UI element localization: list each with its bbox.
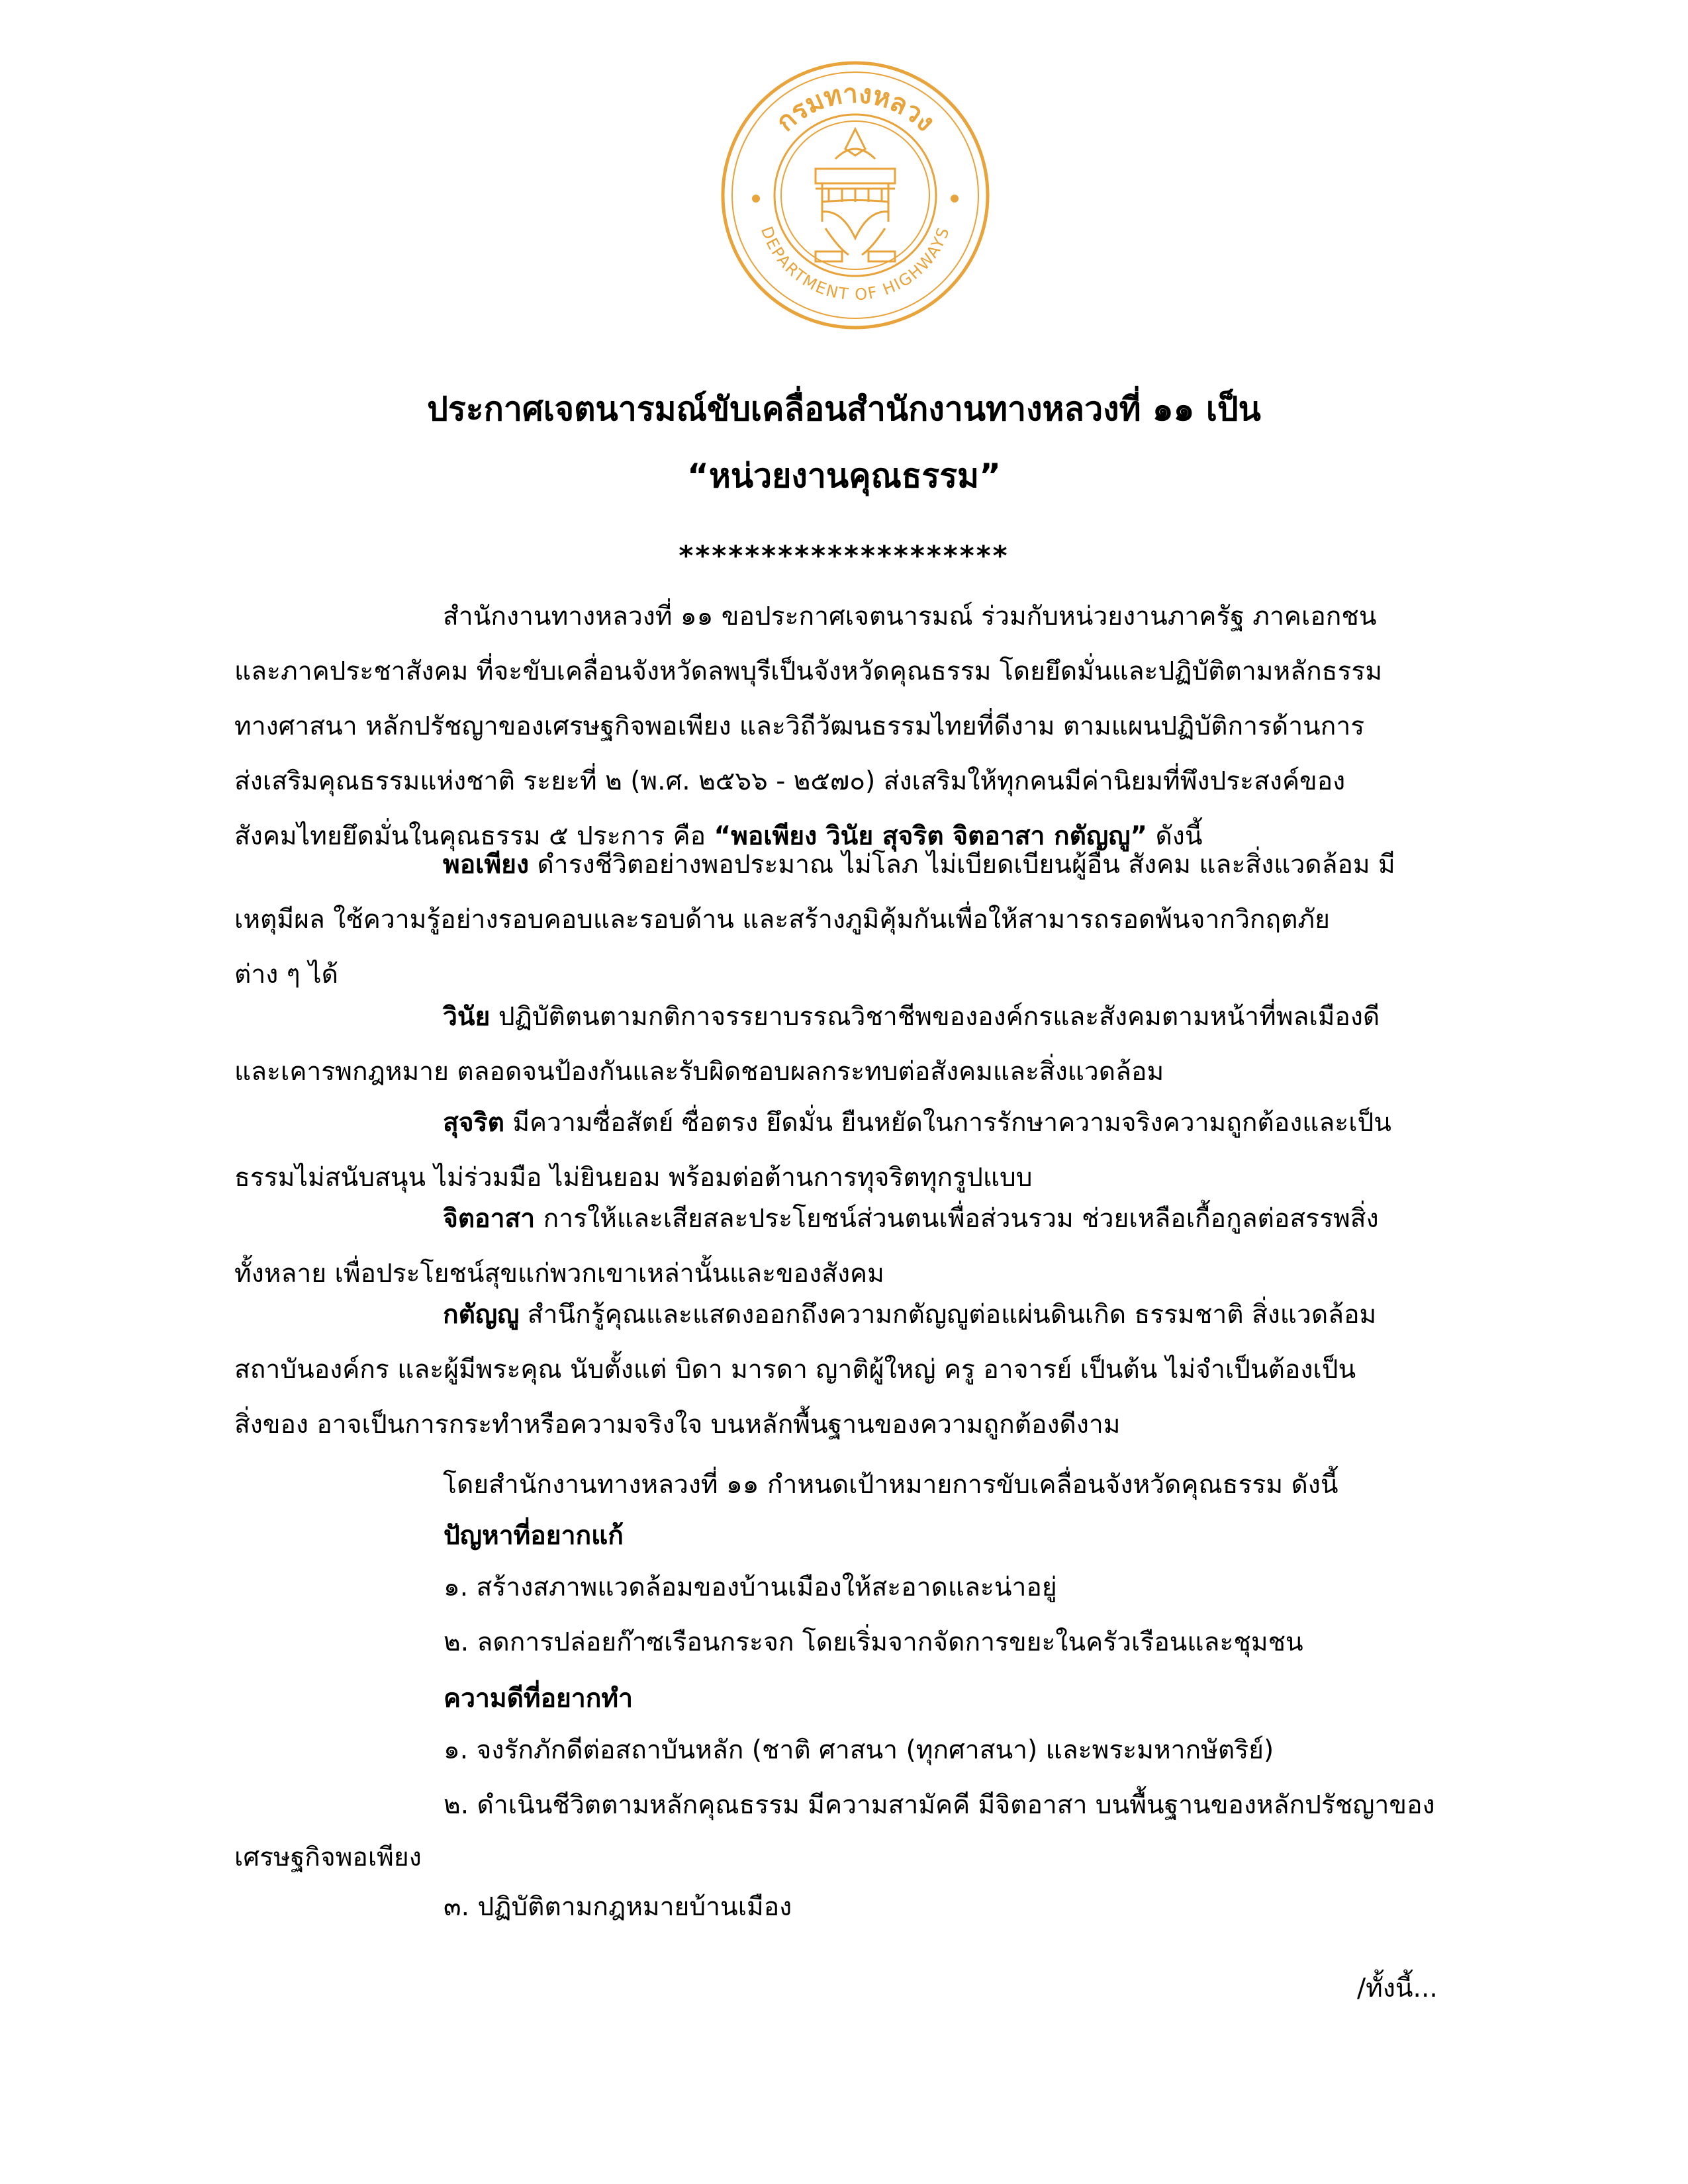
virtue-line: สถาบันองค์กร และผู้มีพระคุณ นับตั้งแต่ บิดา มารดา ญาติผู้ใหญ่ ครู อาจารย์ เป็นต้น ไม่จำเป็นต้องเป็น (234, 1355, 1356, 1385)
virtue-line: และเคารพกฎหมาย ตลอดจนป้องกันและรับผิดชอบผลกระทบต่อสังคมและสิ่งแวดล้อม (234, 1057, 1164, 1087)
virtue-term: วินัย (443, 1002, 491, 1032)
list-item: ๓. ปฏิบัติตามกฎหมายบ้านเมือง (444, 1892, 792, 1922)
virtue-text: ปฏิบัติตนตามกติกาจรรยาบรรณวิชาชีพขององค์กรและสังคมตามหน้าที่พลเมืองดี (490, 1002, 1380, 1032)
list-item: ๑. สร้างสภาพแวดล้อมของบ้านเมืองให้สะอาดและน่าอยู่ (444, 1572, 1057, 1602)
virtue-text: ดำรงชีวิตอย่างพอประมาณ ไม่โลภ ไม่เบียดเบียนผู้อื่น สังคม และสิ่งแวดล้อม มี (529, 850, 1395, 880)
intro-line: ส่งเสริมคุณธรรมแห่งชาติ ระยะที่ ๒ (พ.ศ. ๒๕๖๖ - ๒๕๗๐) ส่งเสริมให้ทุกคนมีค่านิยมที่พึงประสงค์ของ (234, 766, 1346, 796)
svg-text:กรมทางหลวง: กรมทางหลวง (770, 78, 941, 138)
virtue-text: การให้และเสียสละประโยชน์ส่วนตนเพื่อส่วนรวม ช่วยเหลือเกื้อกูลต่อสรรพสิ่ง (535, 1204, 1379, 1234)
intro-line: สำนักงานทางหลวงที่ ๑๑ ขอประกาศเจตนารมณ์ ร่วมกับหน่วยงานภาครัฐ ภาคเอกชน (443, 602, 1377, 631)
problems-heading: ปัญหาที่อยากแก้ (444, 1521, 624, 1551)
virtue-line (234, 1095, 1456, 1150)
intro-line: และภาคประชาสังคม ที่จะขับเคลื่อนจังหวัดลพบุรีเป็นจังหวัดคุณธรรม โดยยึดมั่นและปฏิบัติตามหลักธรรม (234, 657, 1383, 686)
goods-heading: ความดีที่อยากทำ (444, 1684, 633, 1713)
virtue-suchrit-paragraph (234, 1095, 1456, 1205)
virtue-line: เหตุมีผล ใช้ความรู้อย่างรอบคอบและรอบด้าน และสร้างภูมิคุ้มกันเพื่อให้สามารถรอดพ้นจากวิกฤตภัย (234, 905, 1330, 934)
virtue-line: ทั้งหลาย เพื่อประโยชน์สุขแก่พวกเขาเหล่านั้นและของสังคม (234, 1259, 884, 1289)
continuation-marker: /ทั้งนี้... (1357, 1974, 1438, 2003)
list-item: ๑. จงรักภักดีต่อสถาบันหลัก (ชาติ ศาสนา (ทุกศาสนา) และพระมหากษัตริย์) (444, 1735, 1274, 1765)
virtue-jitarsa-paragraph (234, 1191, 1456, 1301)
targets-intro (234, 1457, 1456, 1512)
virtue-vinai-paragraph (234, 989, 1456, 1099)
virtue-line (234, 1191, 1456, 1246)
intro-text: ดังนี้ (1147, 821, 1203, 851)
department-of-highways-seal-logo (716, 56, 994, 334)
announcement-title-line2: “หน่วยงานคุณธรรม” (687, 457, 1001, 495)
virtue-text: มีความซื่อสัตย์ ซื่อตรง ยึดมั่น ยืนหยัดในการรักษาความจริงความถูกต้องและเป็น (504, 1108, 1391, 1138)
svg-text:DEPARTMENT OF HIGHWAYS: DEPARTMENT OF HIGHWAYS (757, 224, 954, 304)
intro-text: สังคมไทยยึดมั่นในคุณธรรม ๕ ประการ คือ (234, 821, 714, 851)
list-item-continuation: เศรษฐกิจพอเพียง (234, 1843, 422, 1872)
list-item: ๒. ดำเนินชีวิตตามหลักคุณธรรม มีความสามัคคี มีจิตอาสา บนพื้นฐานของหลักปรัชญาของ (444, 1790, 1435, 1820)
targets-intro-line: โดยสำนักงานทางหลวงที่ ๑๑ กำหนดเป้าหมายการขับเคลื่อนจังหวัดคุณธรรม ดังนี้ (443, 1470, 1338, 1500)
virtue-term: จิตอาสา (443, 1204, 536, 1234)
virtue-line (234, 837, 1456, 892)
problems-list (444, 1560, 1456, 1670)
intro-line: ทางศาสนา หลักปรัชญาของเศรษฐกิจพอเพียง และวิถีวัฒนธรรมไทยที่ดีงาม ตามแผนปฏิบัติการด้านการ (234, 711, 1365, 741)
virtue-text: สำนึกรู้คุณและแสดงออกถึงความกตัญญูต่อแผ่นดินเกิด ธรรมชาติ สิ่งแวดล้อม (519, 1300, 1377, 1330)
virtue-term: สุจริต (443, 1108, 504, 1138)
virtue-line (234, 1287, 1456, 1342)
virtue-term: กตัญญู (443, 1300, 520, 1330)
virtue-porpiang-paragraph (234, 837, 1456, 1002)
announcement-title-line1: ประกาศเจตนารมณ์ขับเคลื่อนสำนักงานทางหลวงที่ ๑๑ เป็น (427, 390, 1261, 428)
five-virtues-emphasis: “พอเพียง วินัย สุจริต จิตอาสา กตัญญู” (714, 821, 1148, 851)
intro-paragraph (234, 589, 1456, 864)
goods-list (444, 1723, 1456, 1833)
virtue-line: ต่าง ๆ ได้ (234, 960, 338, 989)
virtue-katanyu-paragraph (234, 1287, 1456, 1452)
list-item: ๒. ลดการปล่อยก๊าซเรือนกระจก โดยเริ่มจากจัดการขยะในครัวเรือนและชุมชน (444, 1627, 1303, 1657)
virtue-term: พอเพียง (443, 850, 530, 880)
title-divider-stars: ******************** (679, 539, 1009, 572)
virtue-line: สิ่งของ อาจเป็นการกระทำหรือความจริงใจ บนหลักพื้นฐานของความถูกต้องดีงาม (234, 1410, 1121, 1439)
virtue-line (234, 989, 1456, 1044)
virtue-line: ธรรมไม่สนับสนุน ไม่ร่วมมือ ไม่ยินยอม พร้อมต่อต้านการทุจริตทุกรูปแบบ (234, 1163, 1033, 1193)
